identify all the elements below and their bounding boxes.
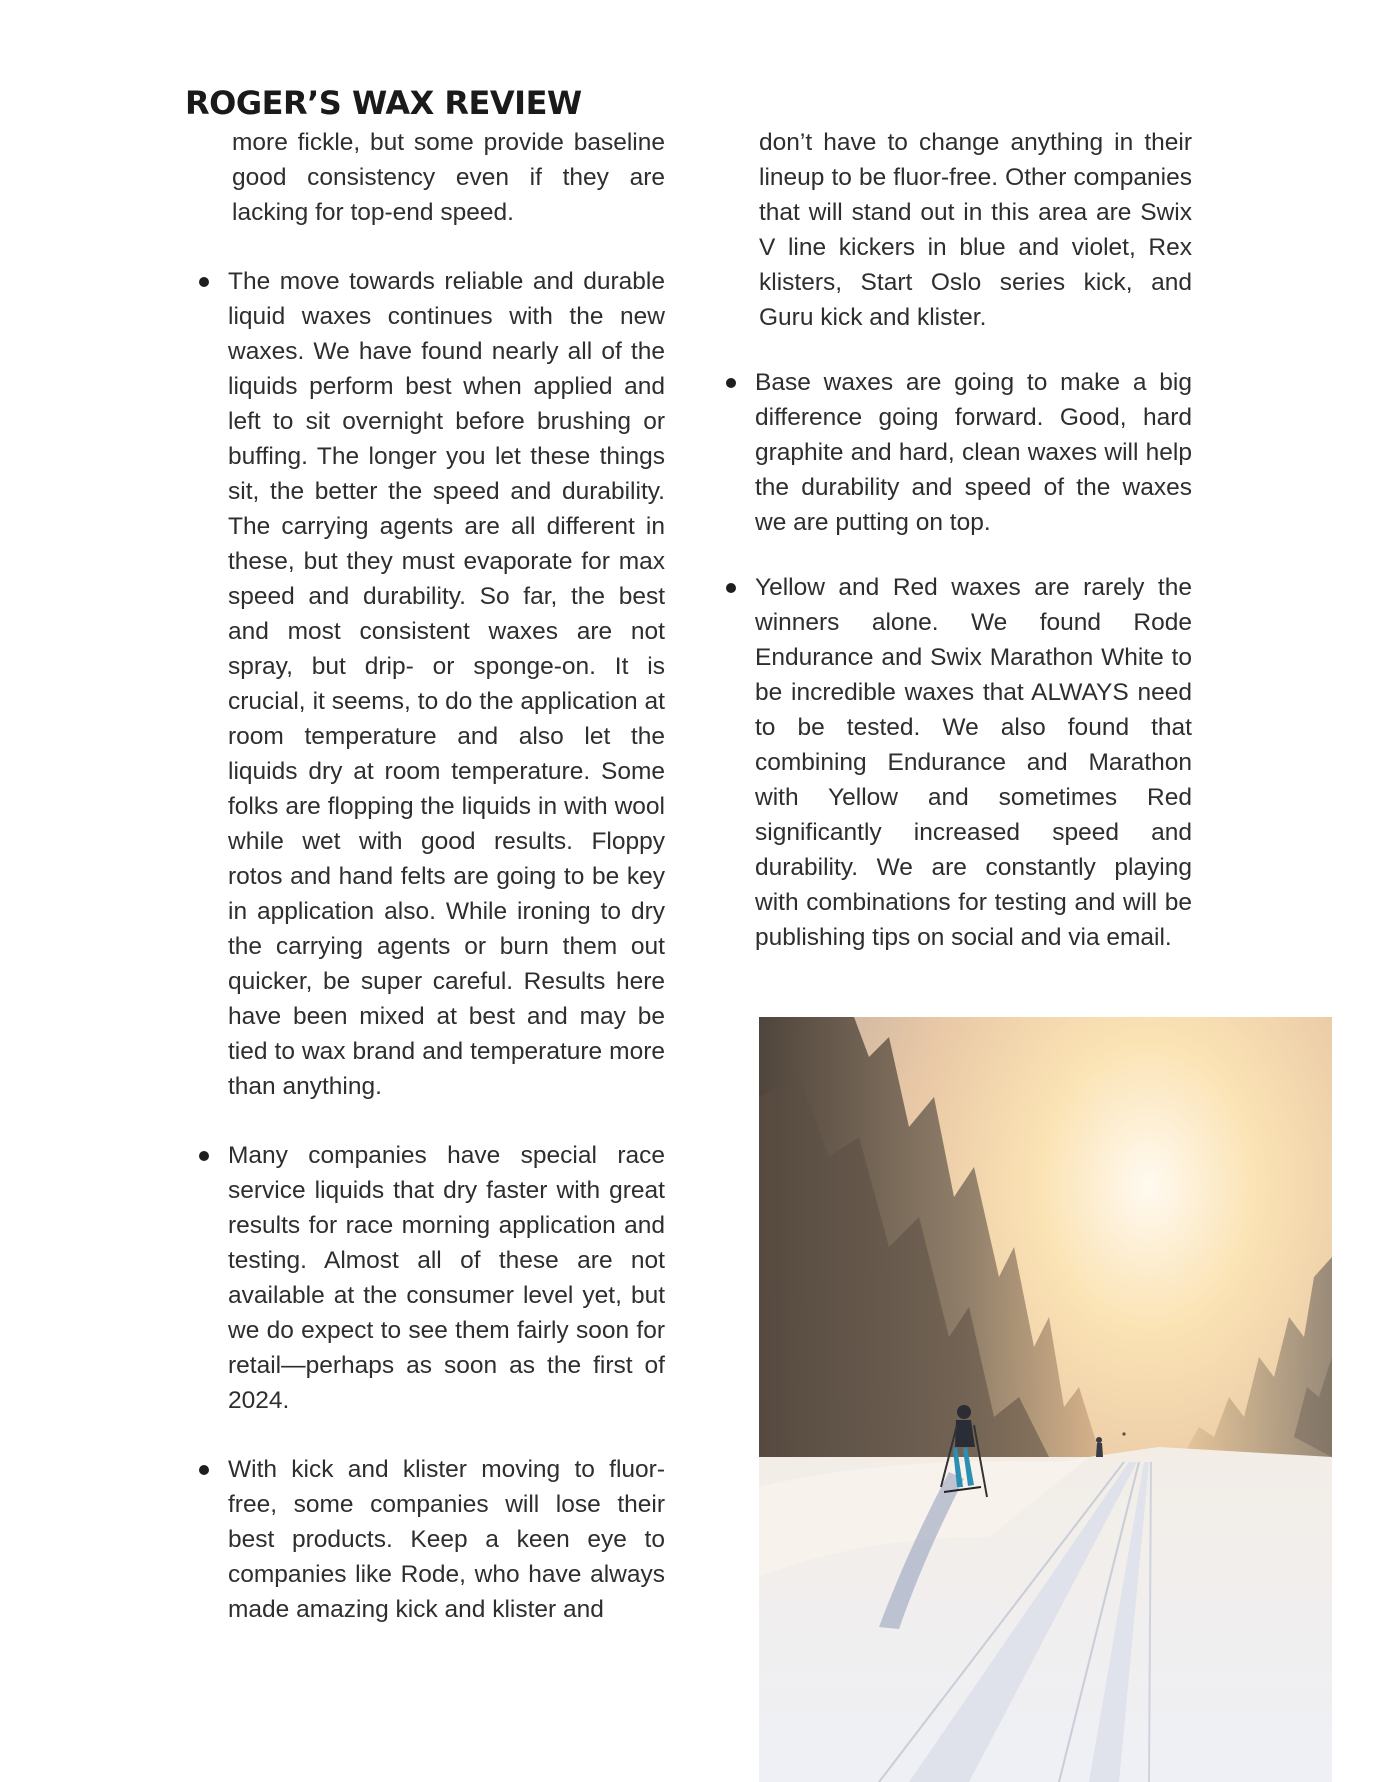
bullet-icon [726, 583, 736, 593]
bullet-icon [199, 277, 209, 287]
right-continuation-text: don’t have to change anything in their lineup to be fluor-free. Other companies that will stand out in this area are Swix V line kickers in blue and violet, Rex klisters, Start Oslo series kick, and Guru kick and klister. [759, 129, 1192, 331]
right-bullet-list [722, 365, 1192, 955]
page-title: ROGER’S WAX REVIEW [185, 84, 582, 122]
left-column [195, 125, 665, 1627]
list-item-text: The move towards reliable and durable liquid waxes continues with the new waxes. We have found nearly all of the liquids perform best when applied and left to sit overnight before brushing or buffing. The longer you let these things sit, the better the speed and durability. The carrying agents are all different in these, but they must evaporate for max speed and durability. So far, the best and most consistent waxes are not spray, but drip- or sponge-on. It is crucial, it seems, to do the application at room temperature and also let the liquids dry at room temperature. Some folks are flopping the liquids in with wool while wet with good results. Floppy rotos and hand felts are going to be key in application also. While ironing to dry the carrying agents or burn them out quicker, be super careful. Results here have been mixed at best and may be tied to wax brand and temperature more than anything. [228, 268, 665, 1100]
list-item-text: Yellow and Red waxes are rarely the winners alone. We found Rode Endurance and Swix Marathon White to be incredible waxes that ALWAYS need to be tested. We also found that combining Endurance and Marathon with Yellow and sometimes Red significantly increased speed and durability. We are constantly playing with combinations for testing and will be publishing tips on social and via email. [755, 574, 1192, 951]
list-item-text: Many companies have special race service liquids that dry faster with great results for race morning application and testing. Almost all of these are not available at the consumer level yet, but we do expect to see them fairly soon for retail—perhaps as soon as the first of 2024. [228, 1142, 665, 1414]
bullet-icon [199, 1465, 209, 1475]
bullet-icon [726, 378, 736, 388]
left-continuation-text: more fickle, but some provide baseline good consistency even if they are lacking for top-end speed. [232, 129, 665, 226]
list-item [195, 1138, 665, 1418]
list-item [195, 264, 665, 1104]
bullet-icon [199, 1151, 209, 1161]
list-item [722, 570, 1192, 955]
list-item-text: With kick and klister moving to fluor-free, some companies will lose their best products. Keep a keen eye to companies like Rode, who have always made amazing kick and klister and [228, 1456, 665, 1623]
list-item [195, 1452, 665, 1627]
right-column [722, 125, 1192, 955]
list-item [722, 365, 1192, 540]
left-bullet-list [195, 264, 665, 1627]
list-item-text: Base waxes are going to make a big difference going forward. Good, hard graphite and hard, clean waxes will help the durability and speed of the waxes we are putting on top. [755, 369, 1192, 536]
ski-trail-photo [759, 1017, 1332, 1782]
